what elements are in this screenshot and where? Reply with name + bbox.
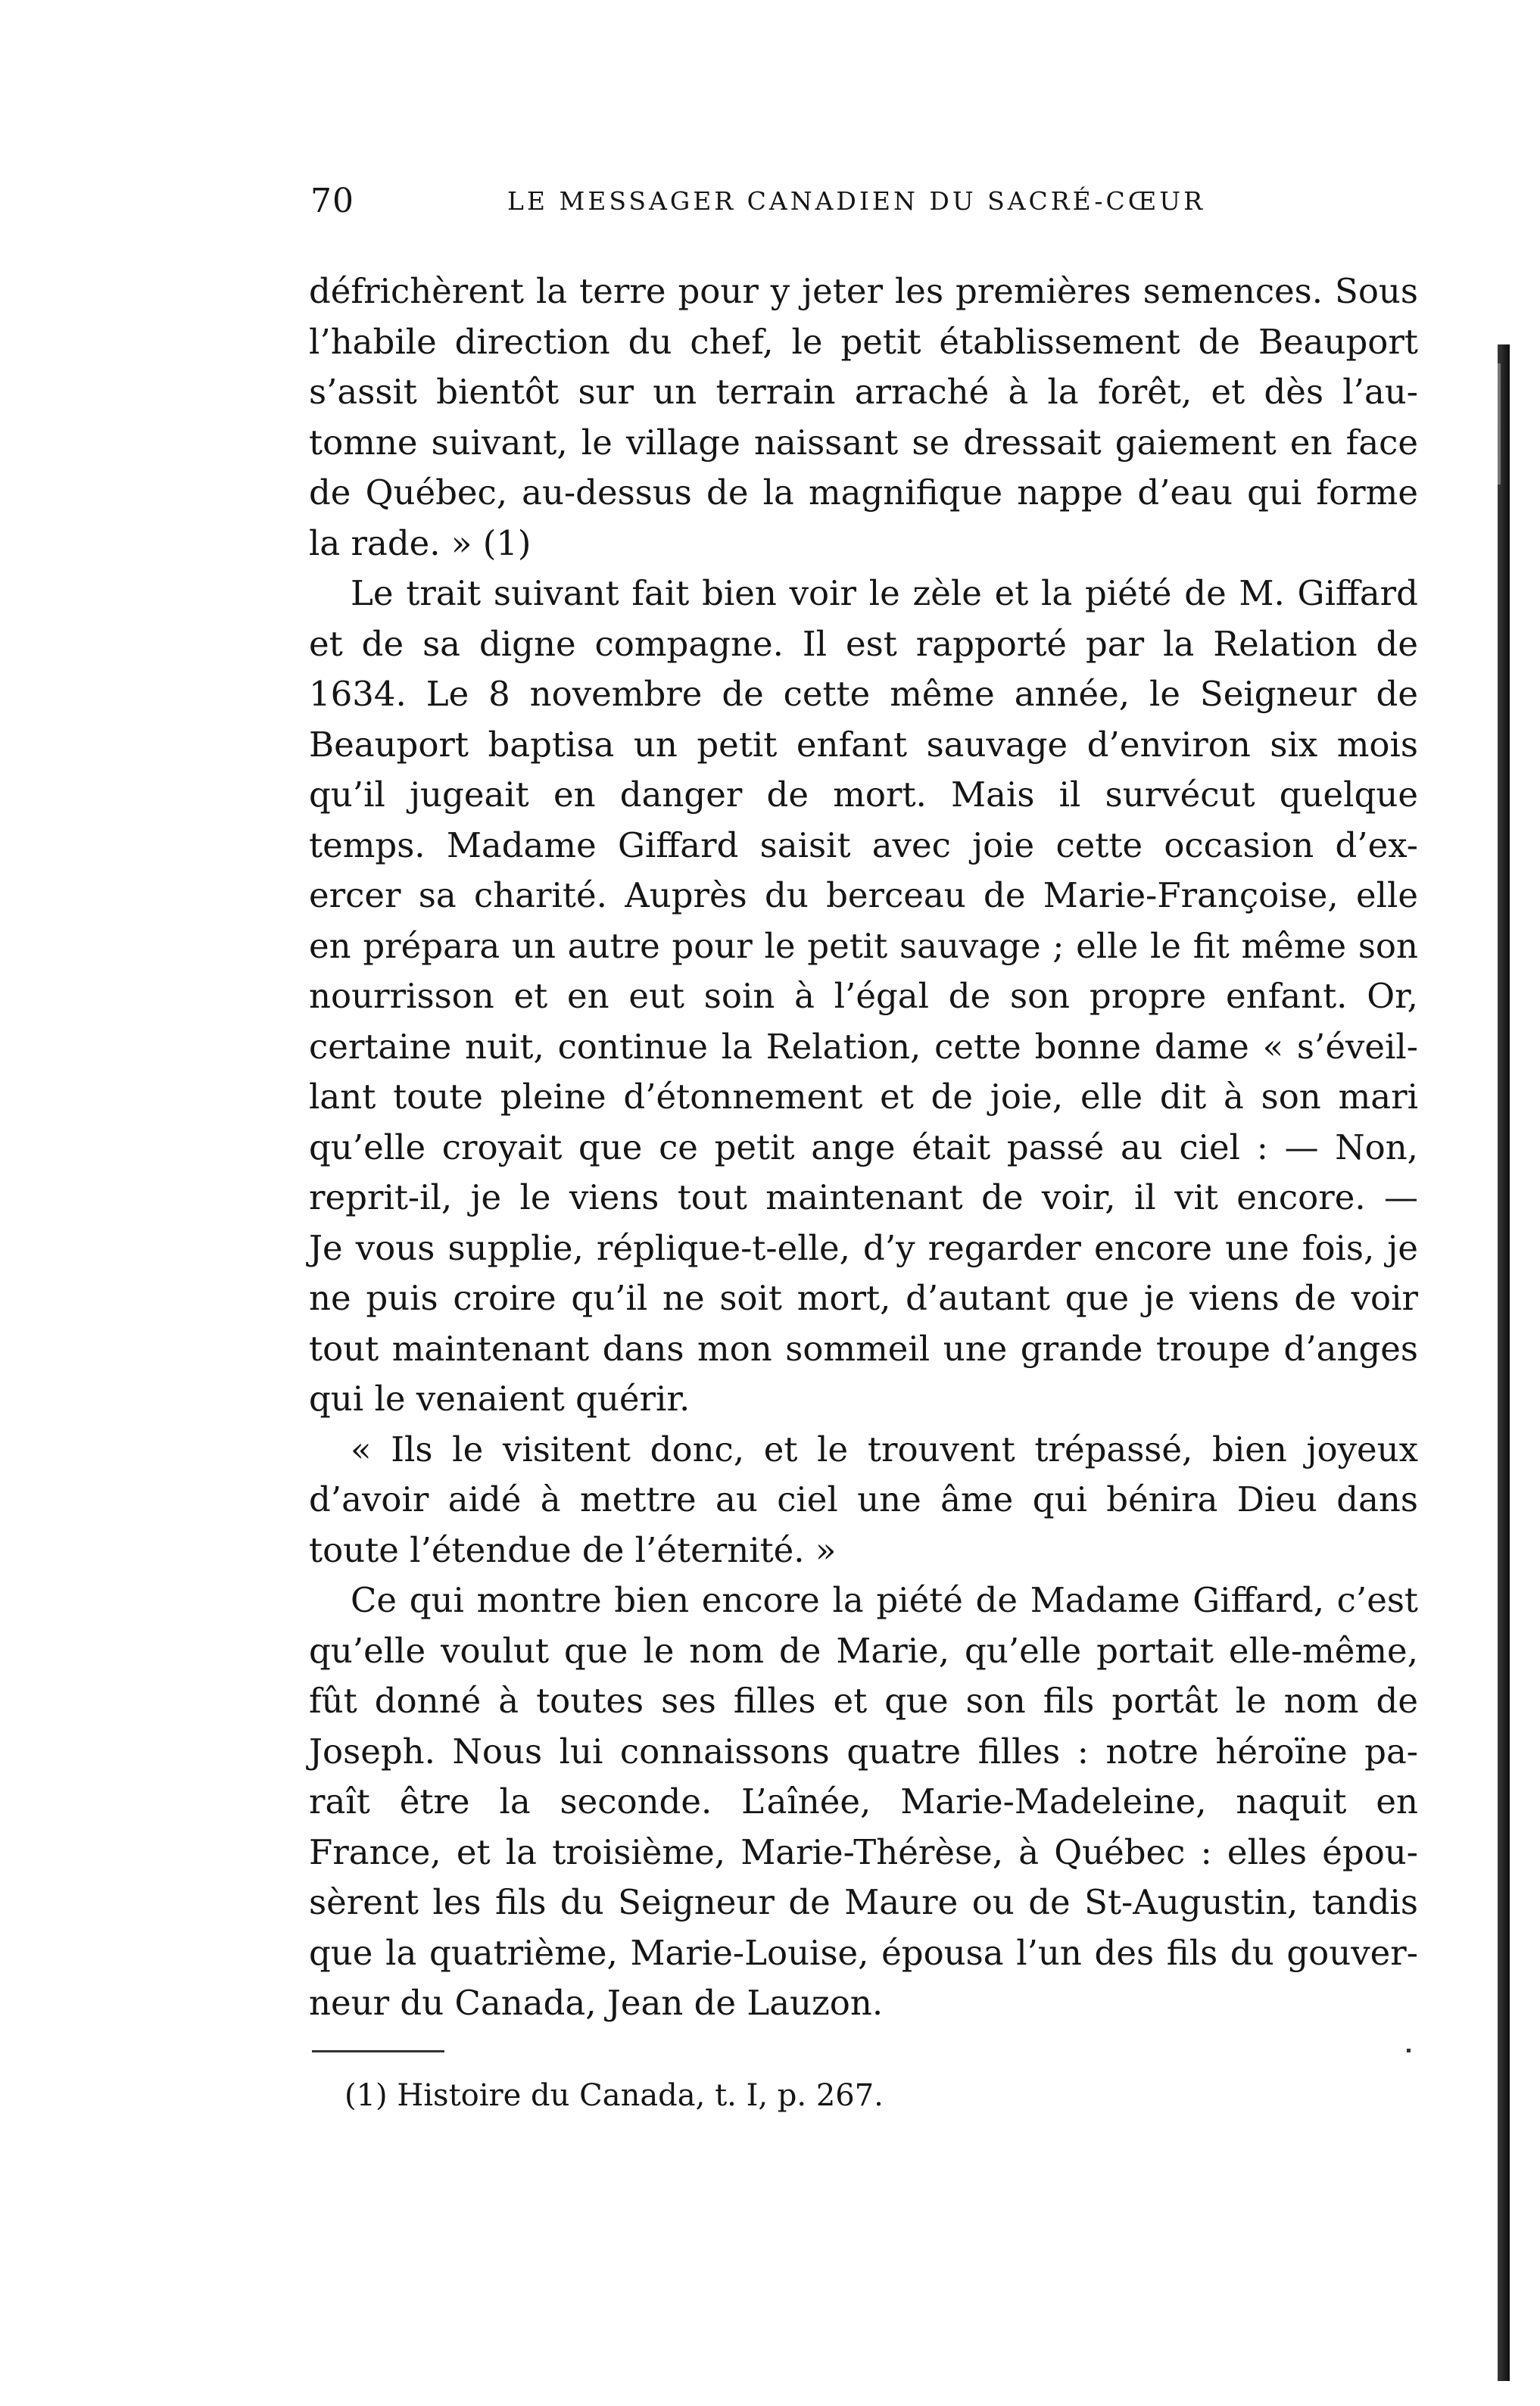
text-line: toute l’étendue de l’éternité. » <box>309 1529 837 1570</box>
footnote: (1) Histoire du Canada, t. I, p. 267. <box>344 2078 884 2113</box>
text-line: tout maintenant dans mon sommeil une grande troupe d’anges <box>309 1328 1418 1369</box>
text-line: de Québec, au-dessus de la magnifique nappe d’eau qui forme <box>309 472 1418 513</box>
text-line: nourrisson et en eut soin à l’égal de son propre enfant. Or, <box>309 976 1418 1016</box>
footnote-rule <box>312 2050 444 2052</box>
text-line: « Ils le visitent donc, et le trouvent trépassé, bien joyeux <box>351 1429 1418 1469</box>
body-text <box>309 266 1418 2029</box>
text-line: fût donné à toutes ses filles et que son fils portât le nom de <box>309 1681 1418 1721</box>
text-line: 1634. Le 8 novembre de cette même année, le Seigneur de <box>309 674 1418 714</box>
text-line: défrichèrent la terre pour y jeter les premières semences. Sous <box>309 271 1418 311</box>
scan-edge-shadow <box>1498 344 1510 2381</box>
text-line: Le trait suivant fait bien voir le zèle et la piété de M. Giffard <box>351 573 1418 613</box>
text-line: neur du Canada, Jean de Lauzon. <box>309 1983 884 2023</box>
text-line: d’avoir aidé à mettre au ciel une âme qui bénira Dieu dans <box>309 1479 1418 1519</box>
text-line: Je vous supplie, réplique-t-elle, d’y regarder encore une fois, je <box>309 1227 1418 1268</box>
running-head <box>310 182 1416 227</box>
text-line: Beauport baptisa un petit enfant sauvage d’environ six mois <box>309 724 1418 765</box>
text-line: s’assit bientôt sur un terrain arraché à la forêt, et dès l’au- <box>309 372 1418 412</box>
text-line: lant toute pleine d’étonnement et de joie, elle dit à son mari <box>309 1077 1418 1117</box>
running-title: LE MESSAGER CANADIEN DU SACRÉ-CŒUR <box>507 186 1205 216</box>
text-line: que la quatrième, Marie-Louise, épousa l’un des fils du gouver- <box>309 1932 1418 1973</box>
text-line: et de sa digne compagne. Il est rapporté par la Relation de <box>309 623 1418 664</box>
footnote-rule-mark <box>1407 2049 1411 2052</box>
text-line: certaine nuit, continue la Relation, cette bonne dame « s’éveil- <box>309 1026 1418 1067</box>
text-line: sèrent les fils du Seigneur de Maure ou de St-Augustin, tandis <box>309 1882 1418 1922</box>
text-line: qu’il jugeait en danger de mort. Mais il survécut quelque <box>309 774 1418 815</box>
text-line: ercer sa charité. Auprès du berceau de Marie-Françoise, elle <box>309 875 1418 915</box>
text-line: ne puis croire qu’il ne soit mort, d’autant que je viens de voir <box>309 1278 1418 1318</box>
text-line: raît être la seconde. L’aînée, Marie-Madeleine, naquit en <box>309 1781 1418 1822</box>
text-line: qui le venaient quérir. <box>309 1379 691 1419</box>
text-line: tomne suivant, le village naissant se dressait gaiement en face <box>309 422 1418 463</box>
page-number: 70 <box>310 182 354 220</box>
text-line: Joseph. Nous lui connaissons quatre filles : notre héroïne pa- <box>309 1731 1418 1772</box>
text-line: qu’elle croyait que ce petit ange était passé au ciel : — Non, <box>309 1127 1418 1167</box>
text-line: temps. Madame Giffard saisit avec joie cette occasion d’ex- <box>309 824 1418 865</box>
text-line: reprit-il, je le viens tout maintenant de voir, il vit encore. — <box>309 1177 1418 1217</box>
text-line: l’habile direction du chef, le petit établissement de Beauport <box>309 321 1418 362</box>
text-line: qu’elle voulut que le nom de Marie, qu’elle portait elle-même, <box>309 1630 1418 1671</box>
text-line: la rade. » (1) <box>309 522 532 563</box>
text-line: en prépara un autre pour le petit sauvage ; elle le fit même son <box>309 925 1418 966</box>
text-line: France, et la troisième, Marie-Thérèse, à Québec : elles épou- <box>309 1831 1418 1872</box>
text-line: Ce qui montre bien encore la piété de Madame Giffard, c’est <box>351 1580 1418 1620</box>
scan-edge-highlight <box>1498 363 1501 485</box>
